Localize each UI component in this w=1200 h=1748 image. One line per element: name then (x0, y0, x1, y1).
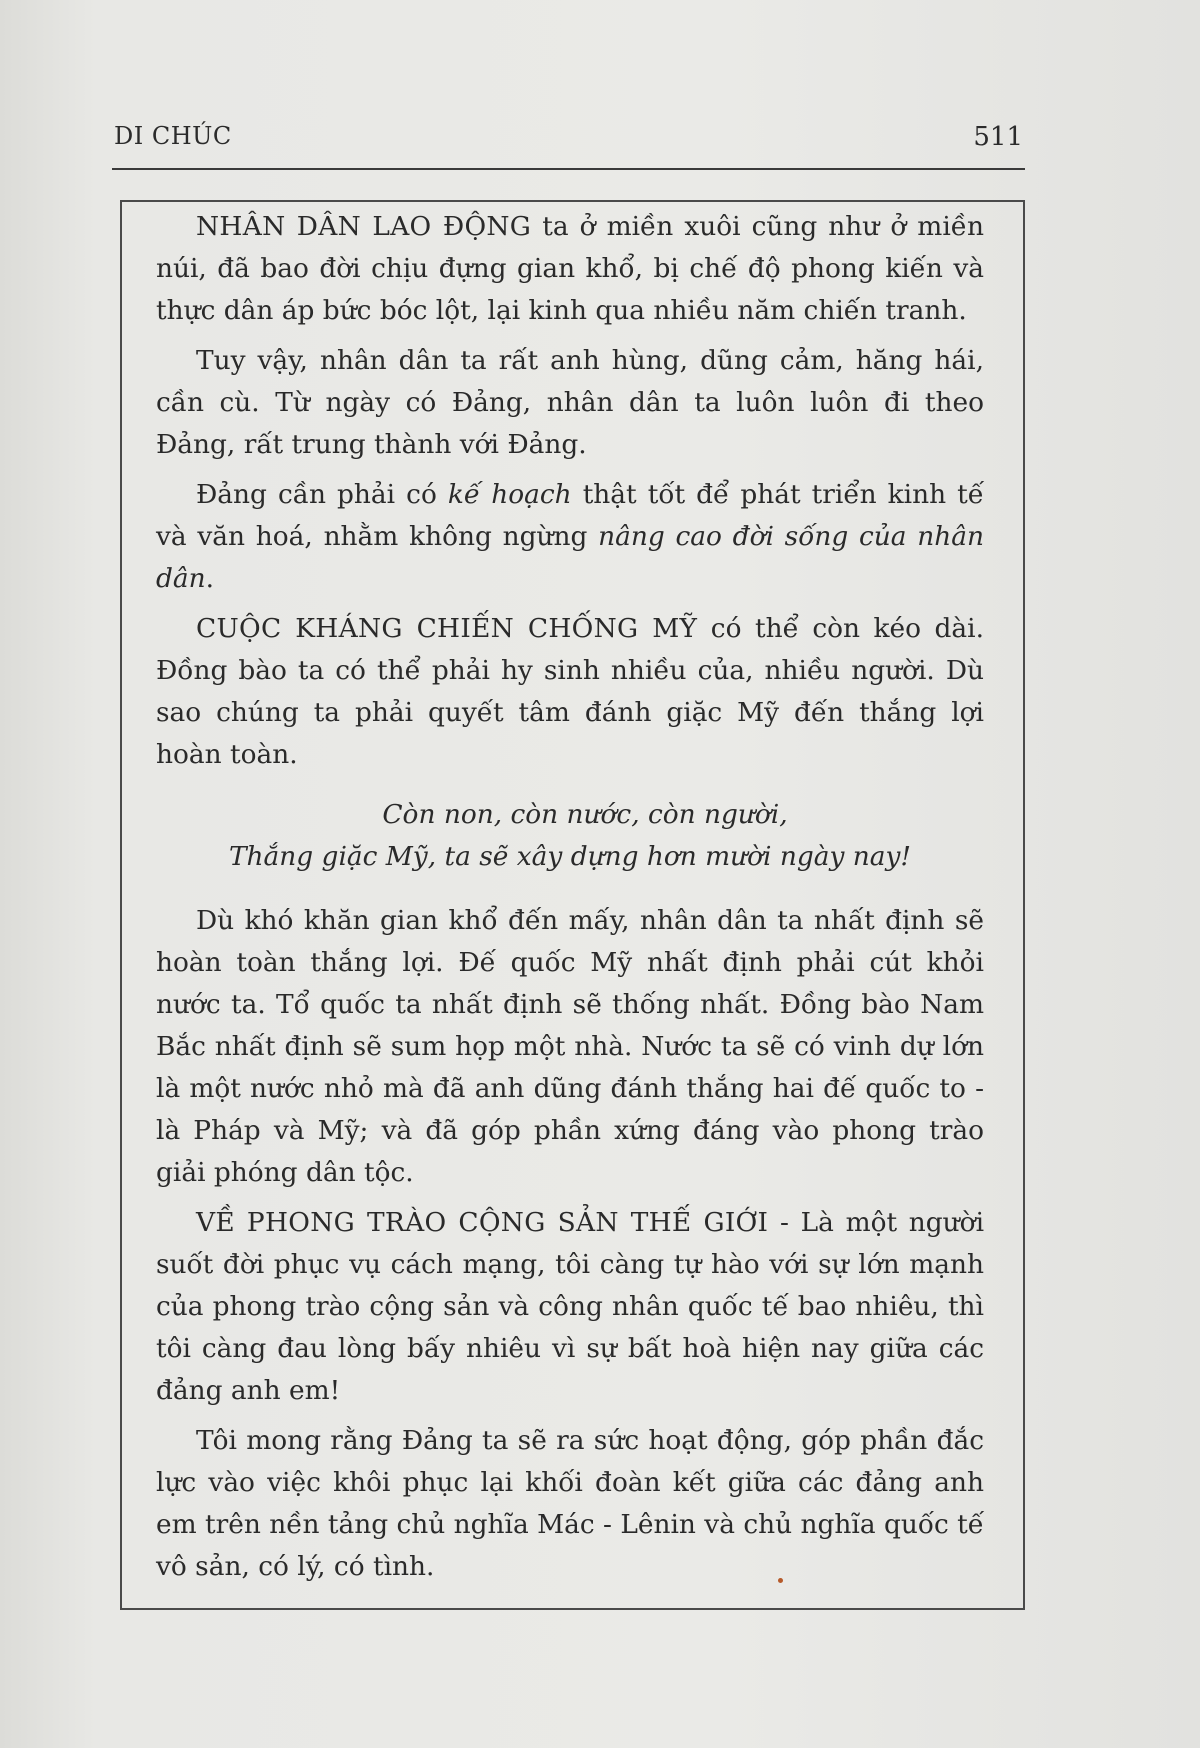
paragraph-resistance-war (156, 608, 984, 776)
emphasis-text: nâng cao đời sống của nhân dân (156, 521, 984, 594)
paragraph-text: Đảng cần phải có (196, 479, 448, 510)
section-lead: VỀ PHONG TRÀO CỘNG SẢN THẾ GIỚI (196, 1207, 769, 1238)
paragraph-victory (156, 900, 984, 1194)
emphasis-text: kế hoạch (447, 479, 572, 510)
paragraph-text: . (205, 563, 215, 594)
paragraph-communist-movement (156, 1202, 984, 1412)
paragraph-party-plan (156, 474, 984, 600)
paragraph-text: Dù khó khăn gian khổ đến mấy, nhân dân ta nhất định sẽ hoàn toàn thắng lợi. Đế quốc Mỹ nhất định phải cút khỏi nước ta. Tổ quốc ta nhất định sẽ thống nhất. Đồng bào Nam Bắc nhất định sẽ sum họp một nhà. Nước ta sẽ có vinh dự lớn là một nước nhỏ mà đã anh dũng đánh thắng hai đế quốc to - là Pháp và Mỹ; và đã góp phần xứng đáng vào phong trào giải phóng dân tộc. (156, 905, 984, 1188)
section-lead: CUỘC KHÁNG CHIẾN CHỐNG MỸ (196, 613, 698, 644)
paragraph-heroic-people (156, 340, 984, 466)
paragraph-text: ta ở miền xuôi cũng như ở miền núi, đã bao đời chịu đựng gian khổ, bị chế độ phong kiến và thực dân áp bức bóc lột, lại kinh qua nhiều năm chiến tranh. (156, 211, 984, 326)
framed-text-box (120, 200, 1025, 1610)
paragraph-working-people (156, 206, 984, 332)
chapter-title: DI CHÚC (114, 122, 232, 150)
paragraph-text: Tôi mong rằng Đảng ta sẽ ra sức hoạt động, góp phần đắc lực vào việc khôi phục lại khối đoàn kết giữa các đảng anh em trên nền tảng chủ nghĩa Mác - Lênin và chủ nghĩa quốc tế vô sản, có lý, có tình. (156, 1425, 984, 1582)
paragraph-text: Tuy vậy, nhân dân ta rất anh hùng, dũng cảm, hăng hái, cần cù. Từ ngày có Đảng, nhân dân ta luôn luôn đi theo Đảng, rất trung thành với Đảng. (156, 345, 984, 460)
verse-line-2: Thắng giặc Mỹ, ta sẽ xây dựng hơn mười ngày nay! (228, 841, 912, 872)
paragraph-text: có thể còn kéo dài. Đồng bào ta có thể phải hy sinh nhiều của, nhiều người. Dù sao chúng ta phải quyết tâm đánh giặc Mỹ đến thắng lợi hoàn toàn. (156, 613, 984, 770)
verse-line-1: Còn non, còn nước, còn người, (382, 799, 788, 830)
page-number: 511 (973, 122, 1023, 152)
body-text (156, 206, 984, 1596)
ink-speck (778, 1578, 783, 1583)
paragraph-text: - Là một người suốt đời phục vụ cách mạng, tôi càng tự hào với sự lớn mạnh của phong trào cộng sản và công nhân quốc tế bao nhiêu, thì tôi càng đau lòng bấy nhiêu vì sự bất hoà hiện nay giữa các đảng anh em! (156, 1207, 985, 1406)
section-lead: NHÂN DÂN LAO ĐỘNG (196, 211, 532, 242)
paragraph-solidarity (156, 1420, 984, 1588)
paragraph-text: thật tốt để phát triển kinh tế và văn hoá, nhằm không ngừng (156, 479, 984, 552)
running-header (112, 122, 1025, 170)
verse-quote (156, 794, 984, 878)
